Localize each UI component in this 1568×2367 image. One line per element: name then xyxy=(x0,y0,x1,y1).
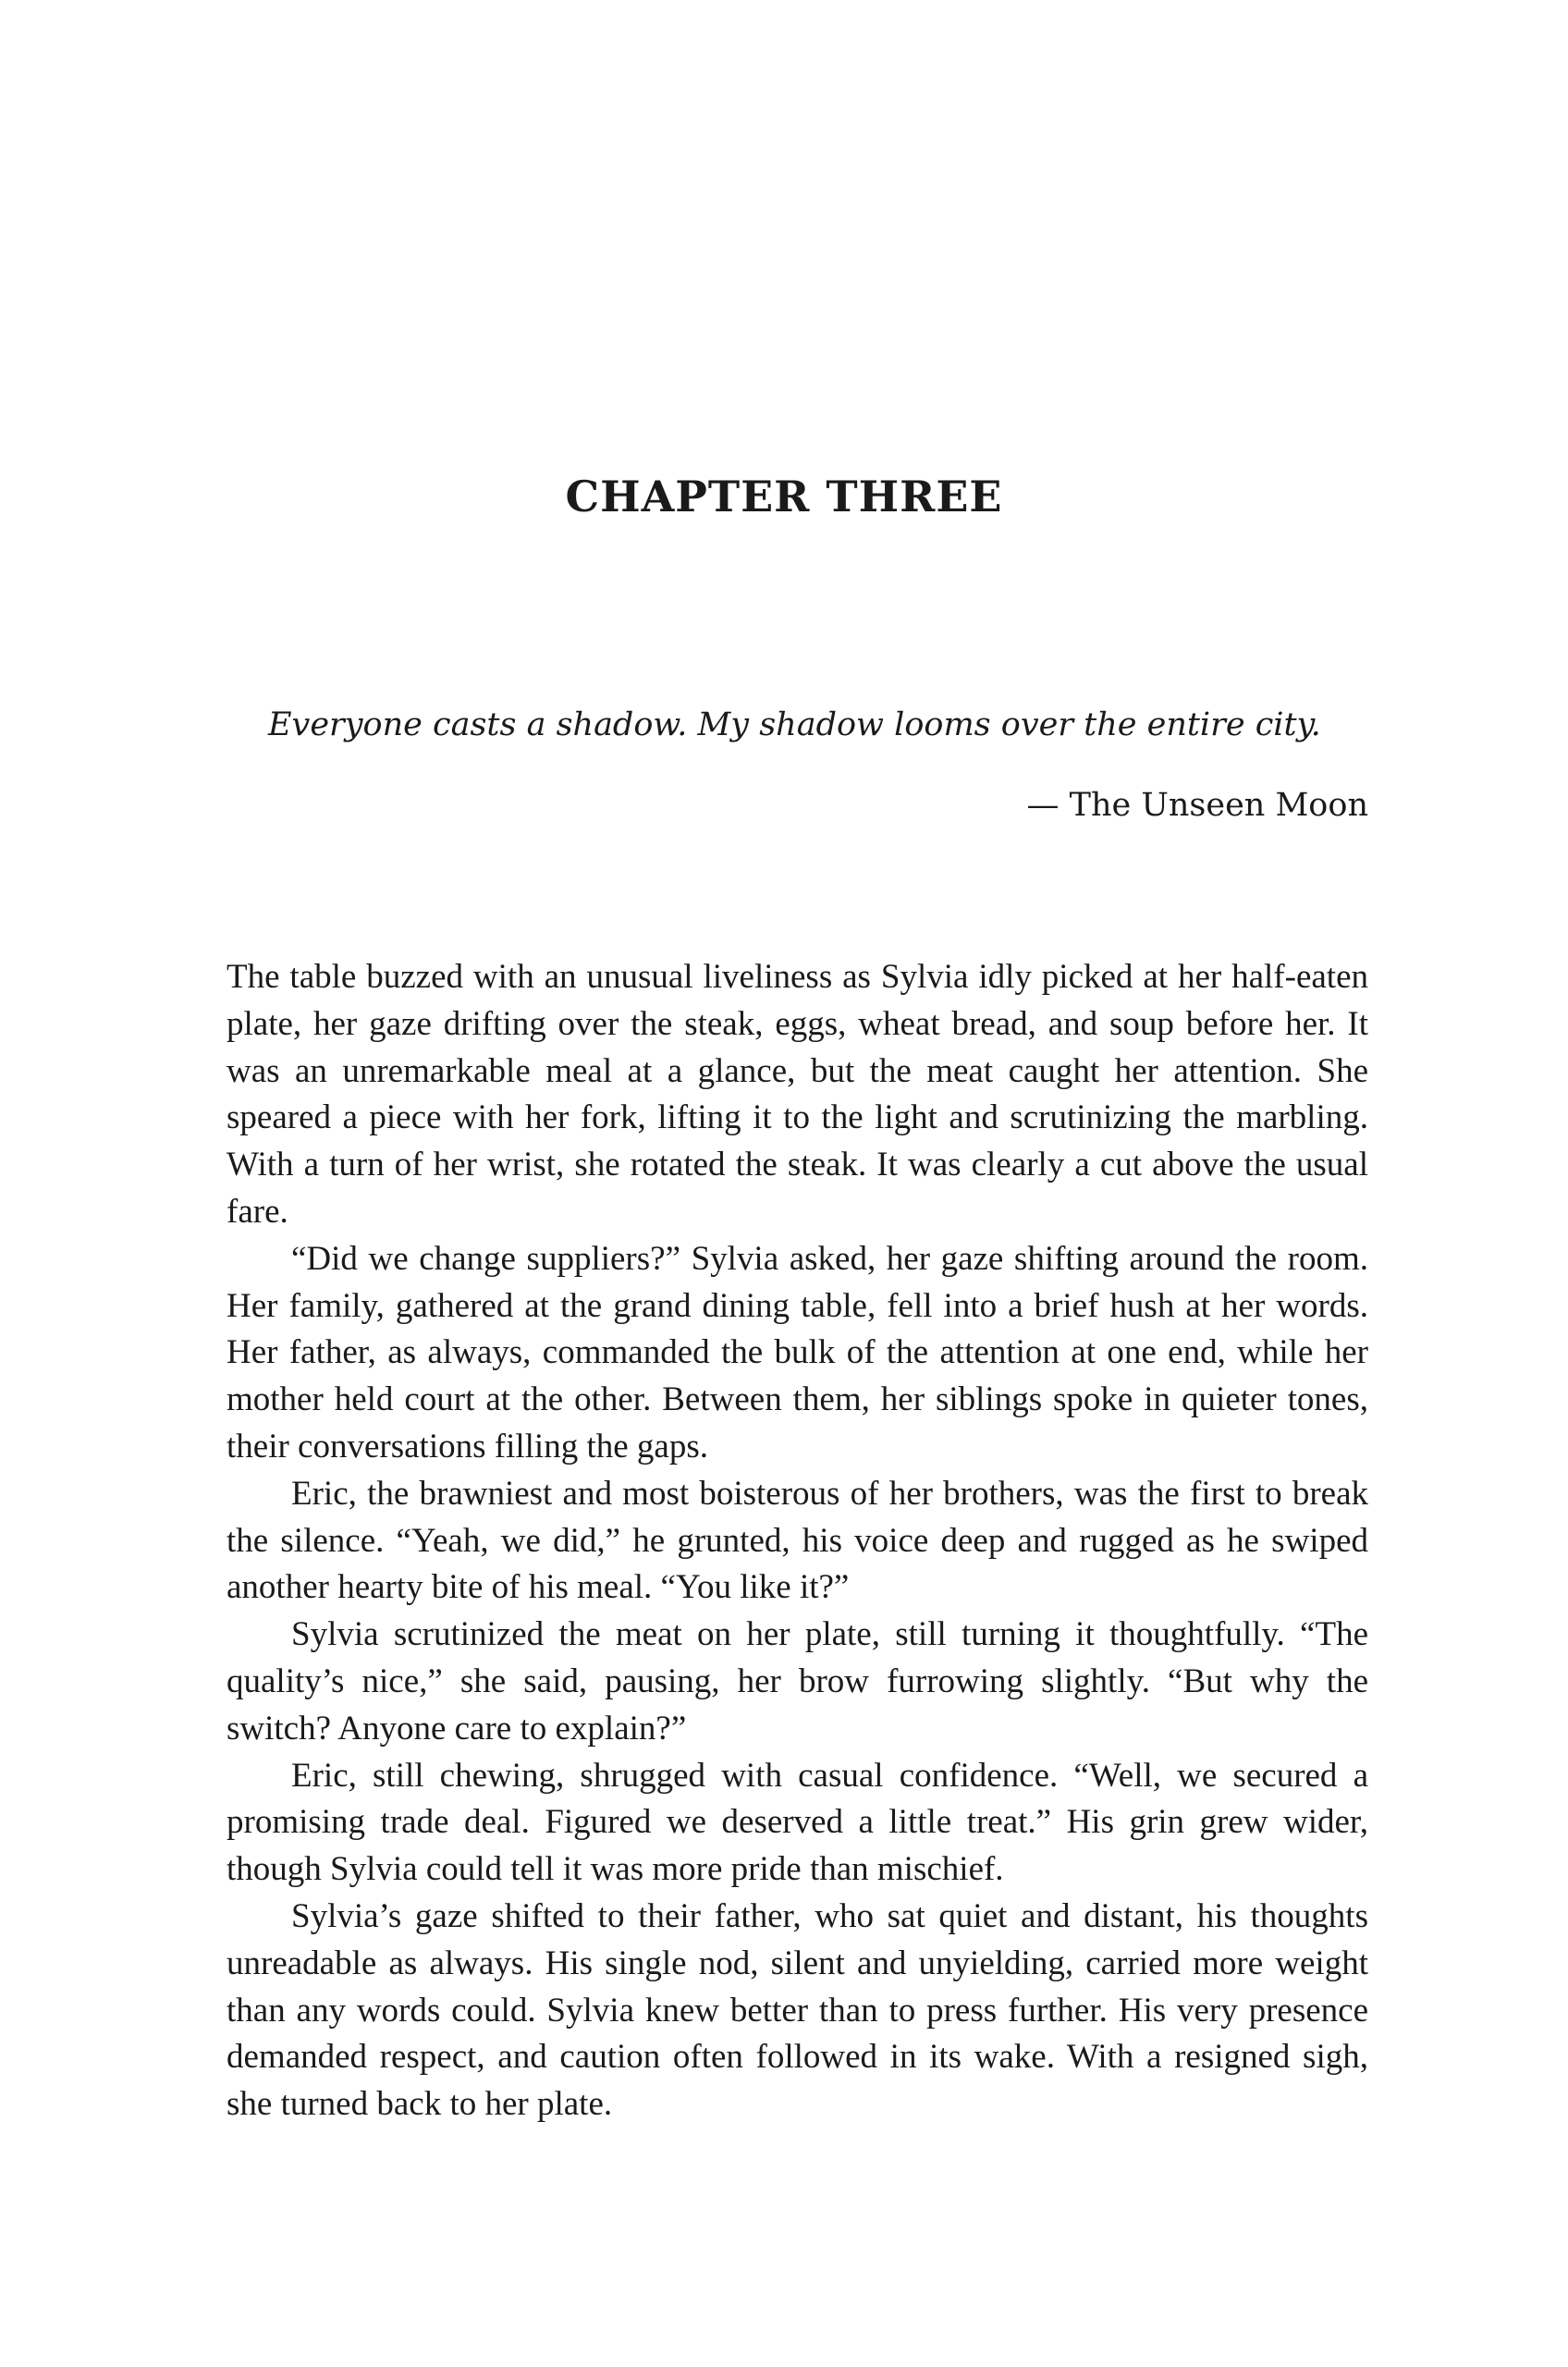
paragraph: Sylvia scrutinized the meat on her plate, still turning it thoughtfully. “The quality’s nice,” she said, pausing, her brow furrowing slightly. “But why the switch? Anyone care to explain?” xyxy=(227,1615,1368,1748)
paragraph: Eric, the brawniest and most boisterous of her brothers, was the first to break the silence. “Yeah, we did,” he grunted, his voice deep and rugged as he swiped another hearty bite of his meal. “You like it?” xyxy=(227,1474,1368,1607)
paragraph: The table buzzed with an unusual liveliness as Sylvia idly picked at her half-eaten plate, her gaze drifting over the steak, eggs, wheat bread, and soup before her. It was an unremarkable meal at a glance, but the meat caught her attention. She speared a piece with her fork, lifting it to the light and scrutinizing the marbling. With a turn of her wrist, she rotated the steak. It was clearly a cut above the usual fare. xyxy=(227,958,1368,1231)
paragraph: Eric, still chewing, shrugged with casual confidence. “Well, we secured a promising trade deal. Figured we deserved a little treat.” His grin grew wider, though Sylvia could tell it was more pride than mischief. xyxy=(227,1756,1368,1889)
paragraph: Sylvia’s gaze shifted to their father, who sat quiet and distant, his thoughts unreadable as always. His single nod, silent and unyielding, carried more weight than any words could. Sylvia knew better than to press further. His very presence demanded respect, and caution often followed in its wake. With a resigned sigh, she turned back to her plate. xyxy=(227,1896,1368,2124)
chapter-body xyxy=(227,954,1368,2128)
epigraph-quote: Everyone casts a shadow. My shadow looms over the entire city. xyxy=(268,706,1321,743)
epigraph-source: — The Unseen Moon xyxy=(1026,787,1368,824)
chapter-title: CHAPTER THREE xyxy=(565,472,1003,521)
paragraph: “Did we change suppliers?” Sylvia asked, her gaze shifting around the room. Her family, gathered at the grand dining table, fell into a brief hush at her words. Her father, as always, commanded the bulk of the attention at one end, while her mother held court at the other. Between them, her siblings spoke in quieter tones, their conversations filling the gaps. xyxy=(227,1239,1368,1466)
